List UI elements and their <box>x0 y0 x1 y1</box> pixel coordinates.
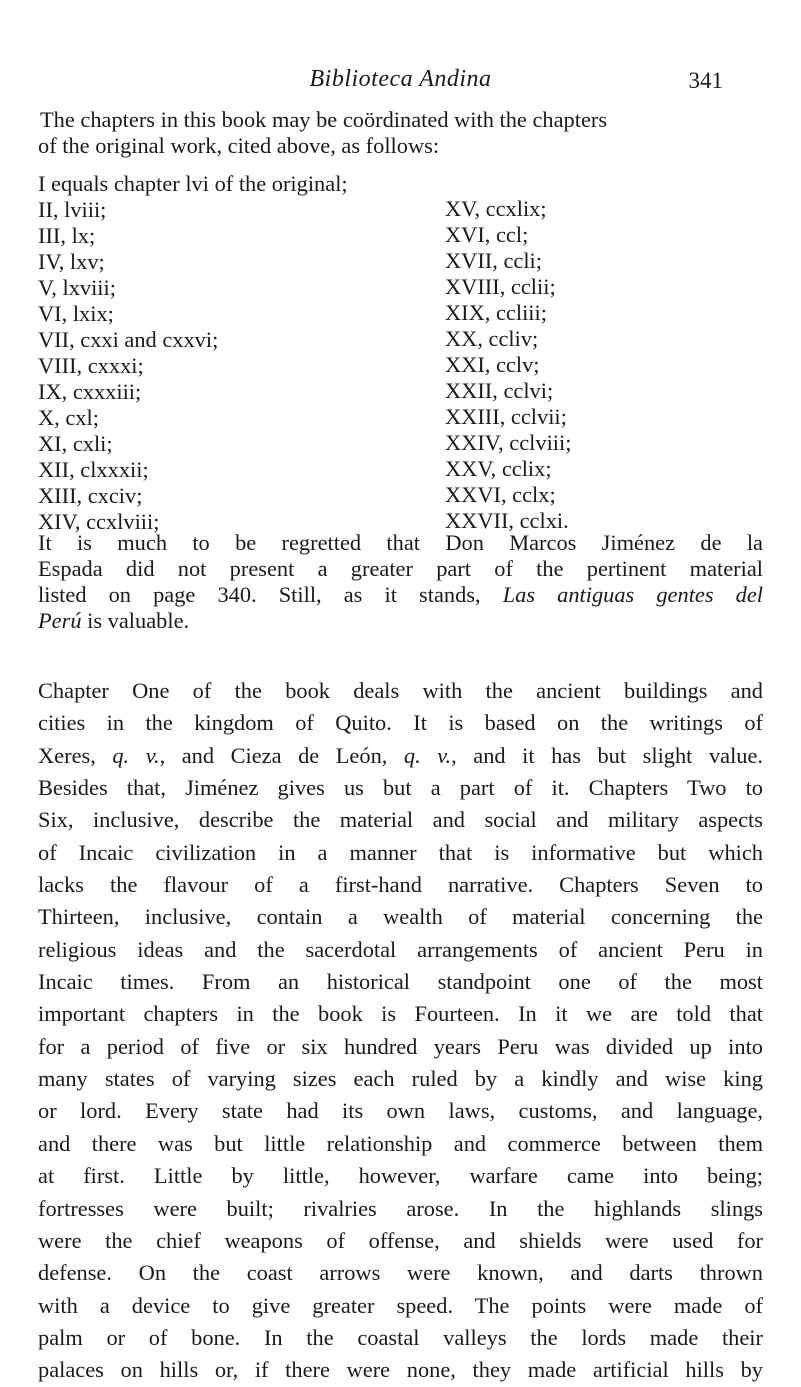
running-head <box>0 66 801 98</box>
chapter-entry: VIII, cxxxi; <box>38 353 144 378</box>
text-line: defense. On the coast arrows were known, and darts thrown <box>38 1260 763 1286</box>
text-segment: , and Cieza de León, <box>159 742 404 768</box>
chapter-entry: X, cxl; <box>38 405 99 430</box>
chapter-entry: XV, ccxlix; <box>445 196 547 221</box>
chapter-entry: XIV, ccxlviii; <box>38 509 160 534</box>
text-line: of Incaic civilization in a manner that is informative but which <box>38 839 763 865</box>
book-title-italic: Las antiguas gentes del <box>502 582 764 607</box>
chapter-entry: IX, cxxxiii; <box>38 379 142 404</box>
intro-paragraph <box>38 107 763 159</box>
regret-paragraph <box>38 530 763 634</box>
chapter-entry: XVI, ccl; <box>445 222 529 247</box>
chapter-list-left-column <box>38 171 348 535</box>
chapter-entry: XXVI, cclx; <box>445 482 556 507</box>
text-line: palaces on hills or, if there were none, they made artificial hills by <box>38 1357 763 1383</box>
text-line: many states of varying sizes each ruled by a kindly and wise king <box>38 1066 763 1092</box>
book-title-italic: Perú <box>38 608 82 633</box>
chapter-entry: XII, clxxxii; <box>38 457 149 482</box>
text-line: Incaic times. From an historical standpoint one of the most <box>38 969 763 995</box>
text-segment: Xeres, <box>38 742 113 768</box>
chapter-entry: V, lxviii; <box>38 275 116 300</box>
chapter-entry: XXIII, cclvii; <box>445 404 567 429</box>
text-line <box>38 582 763 608</box>
chapter-entry: XX, ccliv; <box>445 326 539 351</box>
text-line: Espada did not present a greater part of the pertinent material <box>38 556 763 581</box>
chapter-entry: XVIII, cclii; <box>445 274 556 299</box>
chapter-entry: VII, cxxi and cxxvi; <box>38 327 219 352</box>
text-line: cities in the kingdom of Quito. It is based on the writings of <box>38 710 763 736</box>
text-line: for a period of five or six hundred years Peru was divided up into <box>38 1033 763 1059</box>
chapter-entry: XXIV, cclviii; <box>445 430 572 455</box>
page-number: 341 <box>688 68 723 93</box>
chapter-entry: XXI, cclv; <box>445 352 540 377</box>
text-line: important chapters in the book is Fourteen. In it we are told that <box>38 1001 763 1027</box>
chapter-entry: XXVII, cclxi. <box>445 508 569 533</box>
chapter-entry: XIX, ccliii; <box>445 300 547 325</box>
text-segment: listed on page 340. Still, as it stands, <box>38 582 503 607</box>
qv-italic: q. v. <box>112 742 160 768</box>
running-title: Biblioteca Andina <box>309 66 492 92</box>
text-line: palm or of bone. In the coastal valleys the lords made their <box>38 1324 763 1350</box>
chapter-entry: XI, cxli; <box>38 431 113 456</box>
chapter-entry: II, lviii; <box>38 197 107 222</box>
text-line: fortresses were built; rivalries arose. In the highlands slings <box>38 1195 763 1221</box>
text-line: Six, inclusive, describe the material and social and military aspects <box>38 807 763 833</box>
text-line: The chapters in this book may be coördinated with the chapters <box>40 107 608 132</box>
text-segment: is valuable. <box>81 608 190 633</box>
chapter-entry: IV, lxv; <box>38 249 105 274</box>
chapter-entry: I equals chapter lvi of the original; <box>38 171 348 196</box>
chapter-entry: III, lx; <box>38 223 96 248</box>
qv-italic: q. v. <box>403 742 452 768</box>
chapter-entry: XVII, ccli; <box>445 248 542 273</box>
text-line: Besides that, Jiménez gives us but a part of it. Chapters Two to <box>38 775 763 801</box>
text-line: or lord. Every state had its own laws, customs, and language, <box>38 1098 763 1124</box>
chapter-entry: XXV, cclix; <box>445 456 552 481</box>
chapter-entry: VI, lxix; <box>38 301 114 326</box>
text-line <box>38 608 763 634</box>
text-line: of the original work, cited above, as follows: <box>38 133 440 158</box>
text-line: at first. Little by little, however, warfare came into being; <box>38 1163 763 1189</box>
text-line: It is much to be regretted that Don Marcos Jiménez de la <box>38 530 763 555</box>
text-line: and there was but little relationship and commerce between them <box>38 1130 763 1156</box>
chapter-entry: XIII, cxciv; <box>38 483 143 508</box>
text-line <box>38 740 763 772</box>
text-line: with a device to give greater speed. The points were made of <box>38 1292 763 1318</box>
text-line: religious ideas and the sacerdotal arrangements of ancient Peru in <box>38 936 763 962</box>
chapter-entry: XXII, cclvi; <box>445 378 554 403</box>
text-line: Chapter One of the book deals with the ancient buildings and <box>38 678 763 703</box>
chapter-summary-paragraph <box>38 675 763 1387</box>
chapter-list-right-column <box>445 196 571 534</box>
text-line: were the chief weapons of offense, and shields were used for <box>38 1227 763 1253</box>
text-line: Thirteen, inclusive, contain a wealth of material concerning the <box>38 904 763 930</box>
text-segment: , and it has but slight value. <box>451 742 764 768</box>
text-line: lacks the flavour of a first-hand narrative. Chapters Seven to <box>38 872 763 898</box>
